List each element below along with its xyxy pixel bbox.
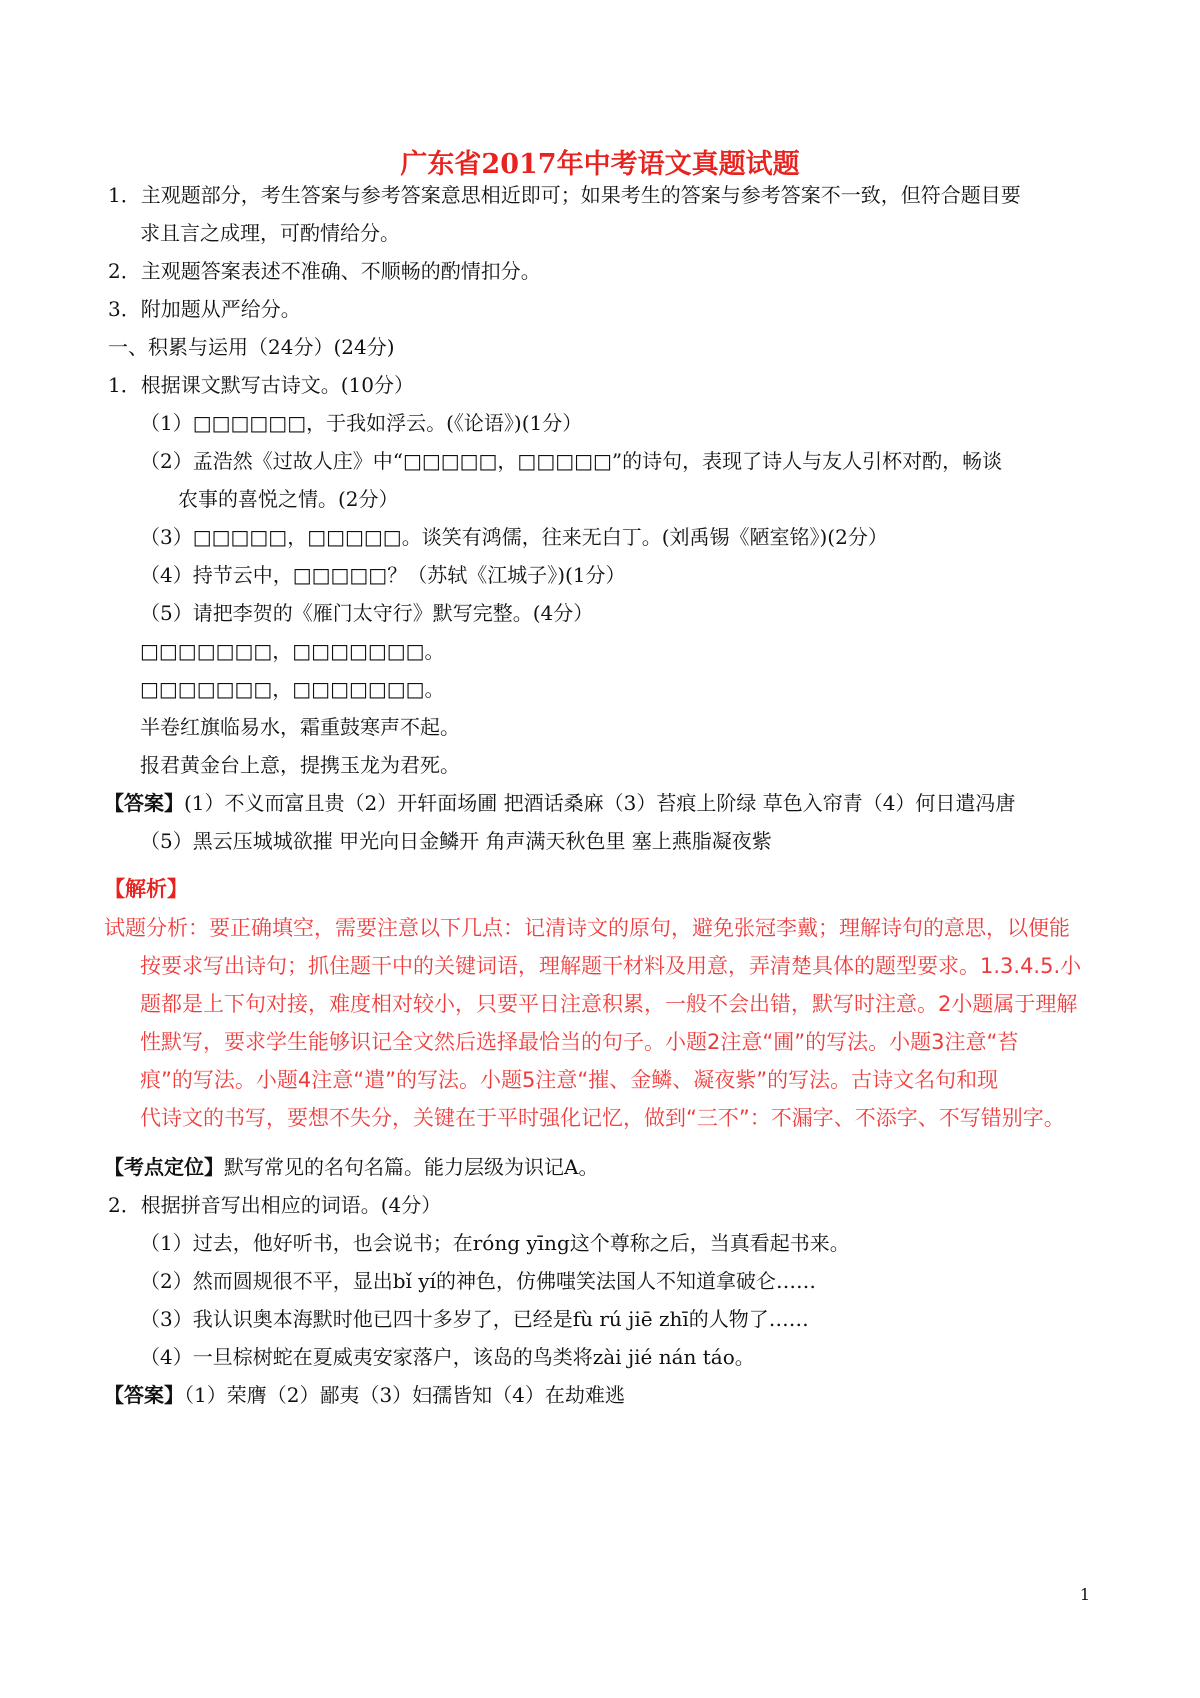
page-title: 广东省2017年中考语文真题试题 bbox=[400, 149, 800, 180]
analysis-line: 代诗文的书写，要想不失分，关键在于平时强化记忆，做到“三不”：不漏字、不添字、不写错别字。 bbox=[140, 1106, 1065, 1130]
question-stem: 1．根据课文默写古诗文。(10分） bbox=[108, 373, 414, 397]
analysis-line: 按要求写出诗句；抓住题干中的关键词语，理解题干材料及用意，弄清楚具体的题型要求。1.3.4.5.小 bbox=[140, 954, 1082, 978]
note-line: 1．主观题部分，考生答案与参考答案意思相近即可；如果考生的答案与参考答案不一致，但符合题目要 bbox=[108, 183, 1021, 207]
question-item: （2）然而圆规很不平，显出bǐ yí的神色，仿佛嗤笑法国人不知道拿破仑…… bbox=[140, 1269, 816, 1293]
poem-line: 报君黄金台上意，提携玉龙为君死。 bbox=[140, 753, 460, 777]
note-line: 求且言之成理，可酌情给分。 bbox=[140, 221, 400, 245]
question-stem: 2．根据拼音写出相应的词语。(4分） bbox=[108, 1193, 442, 1217]
question-item: （2）孟浩然《过故人庄》中“□□□□□，□□□□□”的诗句，表现了诗人与友人引杯对酌，畅谈 bbox=[140, 449, 1003, 473]
question-item: 农事的喜悦之情。(2分） bbox=[178, 487, 399, 511]
section-heading: 一、积累与运用（24分）(24分) bbox=[108, 335, 395, 359]
question-item: （4）一旦棕树蛇在夏威夷安家落户，该岛的鸟类将zài jié nán táo。 bbox=[140, 1345, 755, 1369]
answer-line bbox=[104, 1381, 625, 1409]
answer-label: 【答案】 bbox=[104, 1383, 184, 1407]
question-item: （3）我认识奥本海默时他已四十多岁了，已经是fù rú jiē zhī的人物了…… bbox=[140, 1307, 809, 1331]
question-item: （4）持节云中，□□□□□？（苏轼《江城子》)(1分） bbox=[140, 563, 626, 587]
answer-line: （5）黑云压城城欲摧 甲光向日金鳞开 角声满天秋色里 塞上燕脂凝夜紫 bbox=[140, 829, 772, 853]
question-item: （1）过去，他好听书，也会说书；在róng yīng这个尊称之后，当真看起书来。 bbox=[140, 1231, 850, 1255]
analysis-line: 试题分析：要正确填空，需要注意以下几点：记清诗文的原句，避免张冠李戴；理解诗句的意思，以便能 bbox=[104, 916, 1070, 940]
analysis-label: 【解析】 bbox=[104, 876, 188, 901]
answer-text: （1）荣膺（2）鄙夷（3）妇孺皆知（4）在劫难逃 bbox=[184, 1383, 625, 1407]
analysis-line: 痕”的写法。小题4注意“遣”的写法。小题5注意“摧、金鳞、凝夜紫”的写法。古诗文名句和现 bbox=[140, 1068, 999, 1092]
kaodian-label: 【考点定位】 bbox=[104, 1155, 224, 1179]
question-item: （1）□□□□□□，于我如浮云。(《论语》)(1分） bbox=[140, 411, 583, 435]
analysis-line: 题都是上下句对接，难度相对较小，只要平日注意积累，一般不会出错，默写时注意。2小题属于理解 bbox=[140, 992, 1078, 1016]
question-item: （5）请把李贺的《雁门太守行》默写完整。(4分） bbox=[140, 601, 594, 625]
note-line: 2．主观题答案表述不准确、不顺畅的酌情扣分。 bbox=[108, 259, 541, 283]
question-item: （3）□□□□□，□□□□□。谈笑有鸿儒，往来无白丁。(刘禹锡《陋室铭》)(2分） bbox=[140, 525, 888, 549]
poem-line: 半卷红旗临易水，霜重鼓寒声不起。 bbox=[140, 715, 460, 739]
answer-text: (1）不义而富且贵（2）开轩面场圃 把酒话桑麻（3）苔痕上阶绿 草色入帘青（4）何日遣冯唐 bbox=[184, 791, 1016, 815]
answer-line bbox=[104, 789, 1015, 817]
poem-line: □□□□□□□，□□□□□□□。 bbox=[140, 639, 445, 663]
analysis-line: 性默写，要求学生能够识记全文然后选择最恰当的句子。小题2注意“圃”的写法。小题3注意“苔 bbox=[140, 1030, 1019, 1054]
poem-line: □□□□□□□，□□□□□□□。 bbox=[140, 677, 445, 701]
page-number: 1 bbox=[1079, 1585, 1090, 1604]
kaodian-text: 默写常见的名句名篇。能力层级为识记A。 bbox=[224, 1155, 599, 1179]
answer-label: 【答案】 bbox=[104, 791, 184, 815]
note-line: 3．附加题从严给分。 bbox=[108, 297, 301, 321]
kaodian-line bbox=[104, 1153, 598, 1181]
